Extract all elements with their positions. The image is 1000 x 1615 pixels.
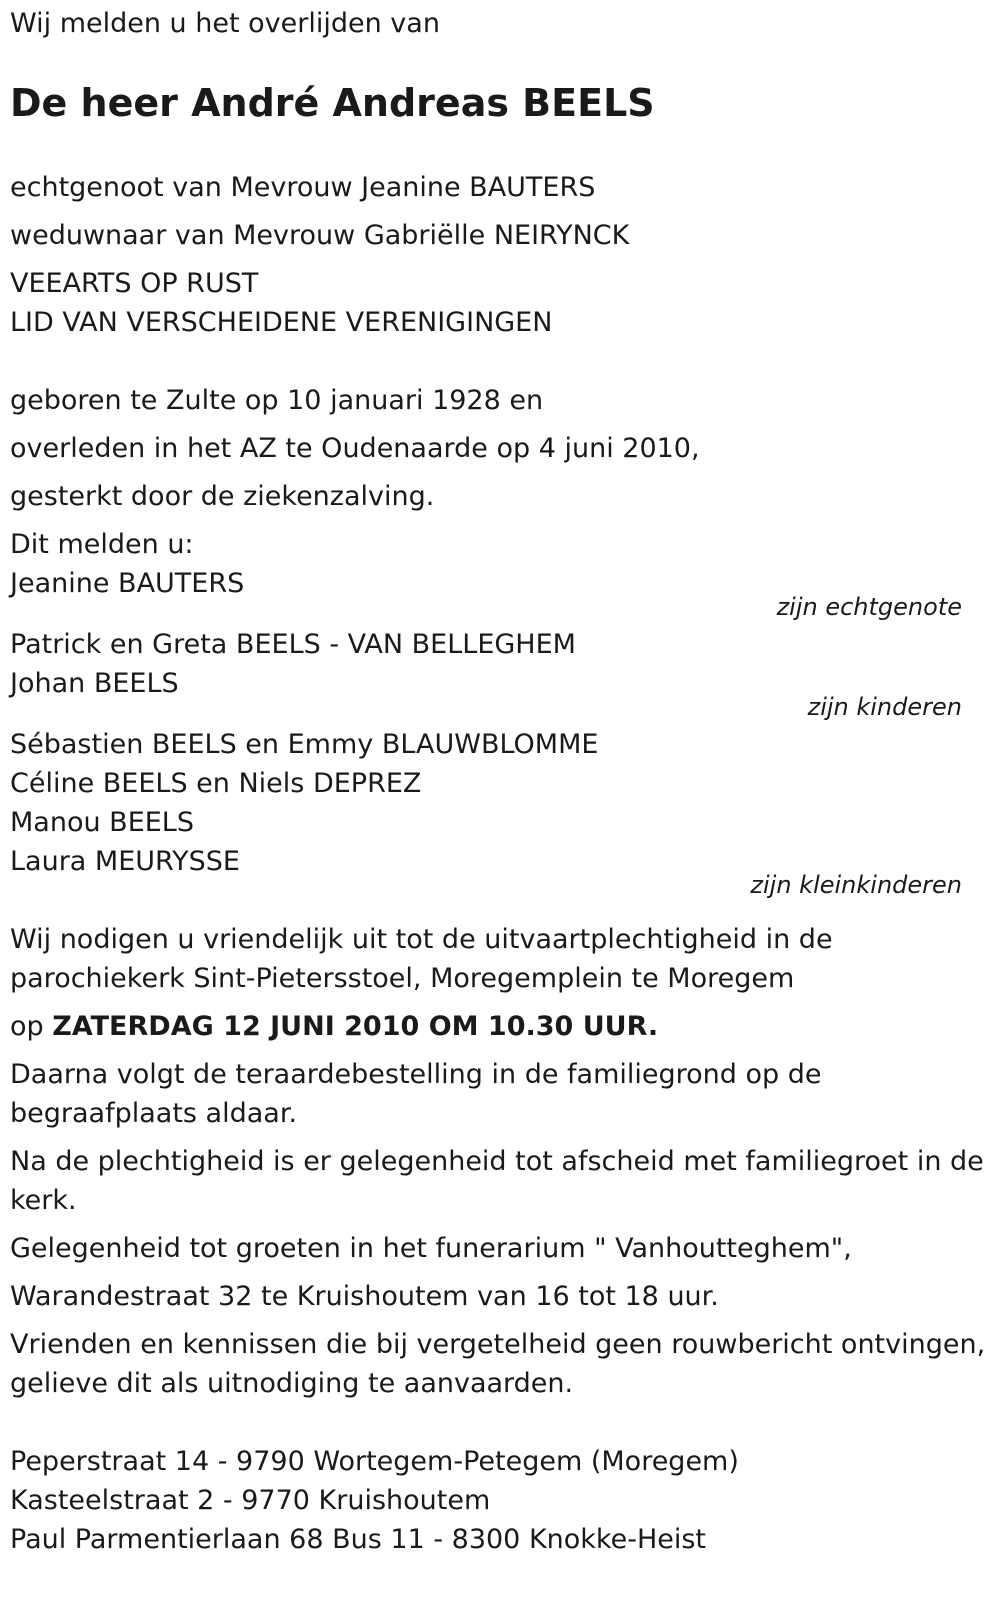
grandchild-name: Manou BEELS xyxy=(10,807,194,838)
date-bold: ZATERDAG 12 JUNI 2010 OM 10.30 UUR. xyxy=(52,1011,659,1042)
burial-line: begraafplaats aldaar. xyxy=(10,1098,298,1129)
address-line: Paul Parmentierlaan 68 Bus 11 - 8300 Knokke-Heist xyxy=(10,1524,707,1555)
notice-line: gelieve dit als uitnodiging te aanvaarden. xyxy=(10,1368,574,1399)
funerarium-line: Gelegenheid tot groeten in het funerarium " Vanhoutteghem", xyxy=(10,1233,852,1264)
notice-line: Vrienden en kennissen die bij vergetelheid geen rouwbericht ontvingen, xyxy=(10,1329,986,1360)
child-name: Johan BEELS xyxy=(10,668,179,699)
death-line: overleden in het AZ te Oudenaarde op 4 juni 2010, xyxy=(10,433,700,464)
farewell-line: Na de plechtigheid is er gelegenheid tot afscheid met familiegroet in de xyxy=(10,1146,984,1177)
invitation-line: parochiekerk Sint-Pietersstoel, Moregemplein te Moregem xyxy=(10,963,795,994)
relation-widower: weduwnaar van Mevrouw Gabriëlle NEIRYNCK xyxy=(10,220,630,251)
burial-line: Daarna volgt de teraardebestelling in de familiegrond op de xyxy=(10,1059,822,1090)
invitation-line: Wij nodigen u vriendelijk uit tot de uitvaartplechtigheid in de xyxy=(10,924,833,955)
address-line: Kasteelstraat 2 - 9770 Kruishoutem xyxy=(10,1485,491,1516)
child-name: Patrick en Greta BEELS - VAN BELLEGHEM xyxy=(10,629,576,660)
grandchildren-label: zijn kleinkinderen xyxy=(750,871,962,899)
grandchild-name: Laura MEURYSSE xyxy=(10,846,240,877)
grandchild-name: Sébastien BEELS en Emmy BLAUWBLOMME xyxy=(10,729,599,760)
grandchild-name: Céline BEELS en Niels DEPREZ xyxy=(10,768,422,799)
deceased-name: De heer André Andreas BEELS xyxy=(10,81,655,125)
funerarium-line: Warandestraat 32 te Kruishoutem van 16 tot 18 uur. xyxy=(10,1281,719,1312)
ceremony-date xyxy=(10,1007,658,1047)
intro-text: Wij melden u het overlijden van xyxy=(10,8,440,39)
farewell-line: kerk. xyxy=(10,1185,77,1216)
children-label: zijn kinderen xyxy=(807,693,962,721)
date-prefix: op xyxy=(10,1011,44,1042)
title-profession: VEEARTS OP RUST xyxy=(10,268,259,299)
birth-line: geboren te Zulte op 10 januari 1928 en xyxy=(10,385,544,416)
sacrament-line: gesterkt door de ziekenzalving. xyxy=(10,481,435,512)
spouse-label: zijn echtgenote xyxy=(776,593,962,621)
relation-spouse: echtgenoot van Mevrouw Jeanine BAUTERS xyxy=(10,172,596,203)
address-line: Peperstraat 14 - 9790 Wortegem-Petegem (Moregem) xyxy=(10,1446,739,1477)
spouse-name: Jeanine BAUTERS xyxy=(10,568,245,599)
announced-by: Dit melden u: xyxy=(10,529,194,560)
title-membership: LID VAN VERSCHEIDENE VERENIGINGEN xyxy=(10,307,553,338)
